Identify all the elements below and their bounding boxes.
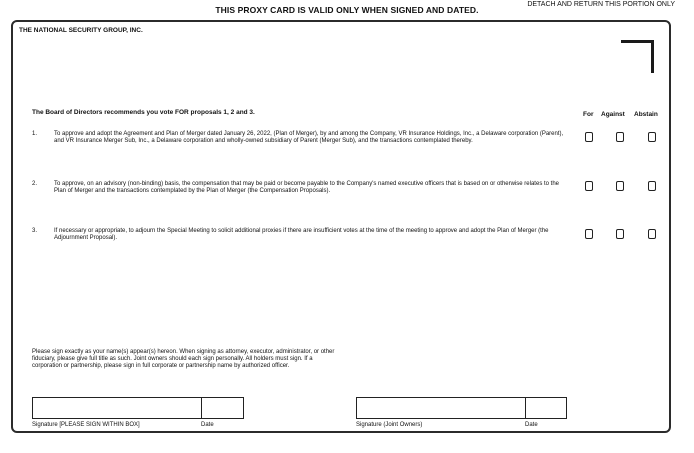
proposal-number: 2. xyxy=(32,181,38,187)
proposal-1-for-checkbox[interactable] xyxy=(585,132,593,142)
column-abstain: Abstain xyxy=(634,111,658,118)
signing-instructions: Please sign exactly as your name(s) appear(s) hereon. When signing as attorney, executor, administrator, or other fiduciary, please give full title as such. Joint owners should each sign personally. All holders must sign. If a corporation or partnership, please sign in full corporate or partnership name by authorized officer. xyxy=(32,349,335,369)
proposal-number: 3. xyxy=(32,228,38,234)
joint-date-field[interactable] xyxy=(525,397,567,419)
joint-signature-field[interactable] xyxy=(356,397,526,419)
proposal-number: 1. xyxy=(32,131,38,137)
detach-instruction: DETACH AND RETURN THIS PORTION ONLY xyxy=(527,1,675,8)
proposal-3-against-checkbox[interactable] xyxy=(616,229,624,239)
proposal-text: If necessary or appropriate, to adjourn the Special Meeting to solicit additional proxies if there are insufficient votes at the time of the meeting to approve and adopt the Plan of Merger (the Adjournment Proposal). xyxy=(54,228,549,241)
date-field[interactable] xyxy=(201,397,244,419)
joint-date-label: Date xyxy=(525,422,538,428)
proposal-3-abstain-checkbox[interactable] xyxy=(648,229,656,239)
column-against: Against xyxy=(601,111,625,118)
proposal-2-against-checkbox[interactable] xyxy=(616,181,624,191)
company-name: THE NATIONAL SECURITY GROUP, INC. xyxy=(19,27,143,34)
board-recommendation: The Board of Directors recommends you vote FOR proposals 1, 2 and 3. xyxy=(32,109,255,116)
proposal-1-abstain-checkbox[interactable] xyxy=(648,132,656,142)
date-label: Date xyxy=(201,422,214,428)
proposal-2-abstain-checkbox[interactable] xyxy=(648,181,656,191)
proposal-text: To approve and adopt the Agreement and Plan of Merger dated January 26, 2022, (Plan of Merger), by and among the Company, VR Insurance Holdings, Inc., a Delaware corporation (Parent), and VR Insurance Merger Sub, Inc., a Delaware corporation and wholly-owned subsidiary of Parent (Merger Sub), and the transactions contemplated thereby. xyxy=(54,131,564,144)
proposal-1-against-checkbox[interactable] xyxy=(616,132,624,142)
proposal-3-for-checkbox[interactable] xyxy=(585,229,593,239)
proxy-card xyxy=(11,20,671,433)
signature-label: Signature [PLEASE SIGN WITHIN BOX] xyxy=(32,422,140,428)
valid-notice: THIS PROXY CARD IS VALID ONLY WHEN SIGNED AND DATED. xyxy=(215,5,479,15)
column-for: For xyxy=(583,111,594,118)
signature-field[interactable] xyxy=(32,397,202,419)
proposal-text: To approve, on an advisory (non-binding) basis, the compensation that may be paid or become payable to the Company's named executive officers that is based on or otherwise relates to the Plan of Merger and the transactions contemplated by the Plan of Merger (the Compensation Proposals). xyxy=(54,181,559,194)
joint-signature-label: Signature (Joint Owners) xyxy=(356,422,423,428)
proposal-2-for-checkbox[interactable] xyxy=(585,181,593,191)
corner-registration-mark xyxy=(621,40,654,73)
